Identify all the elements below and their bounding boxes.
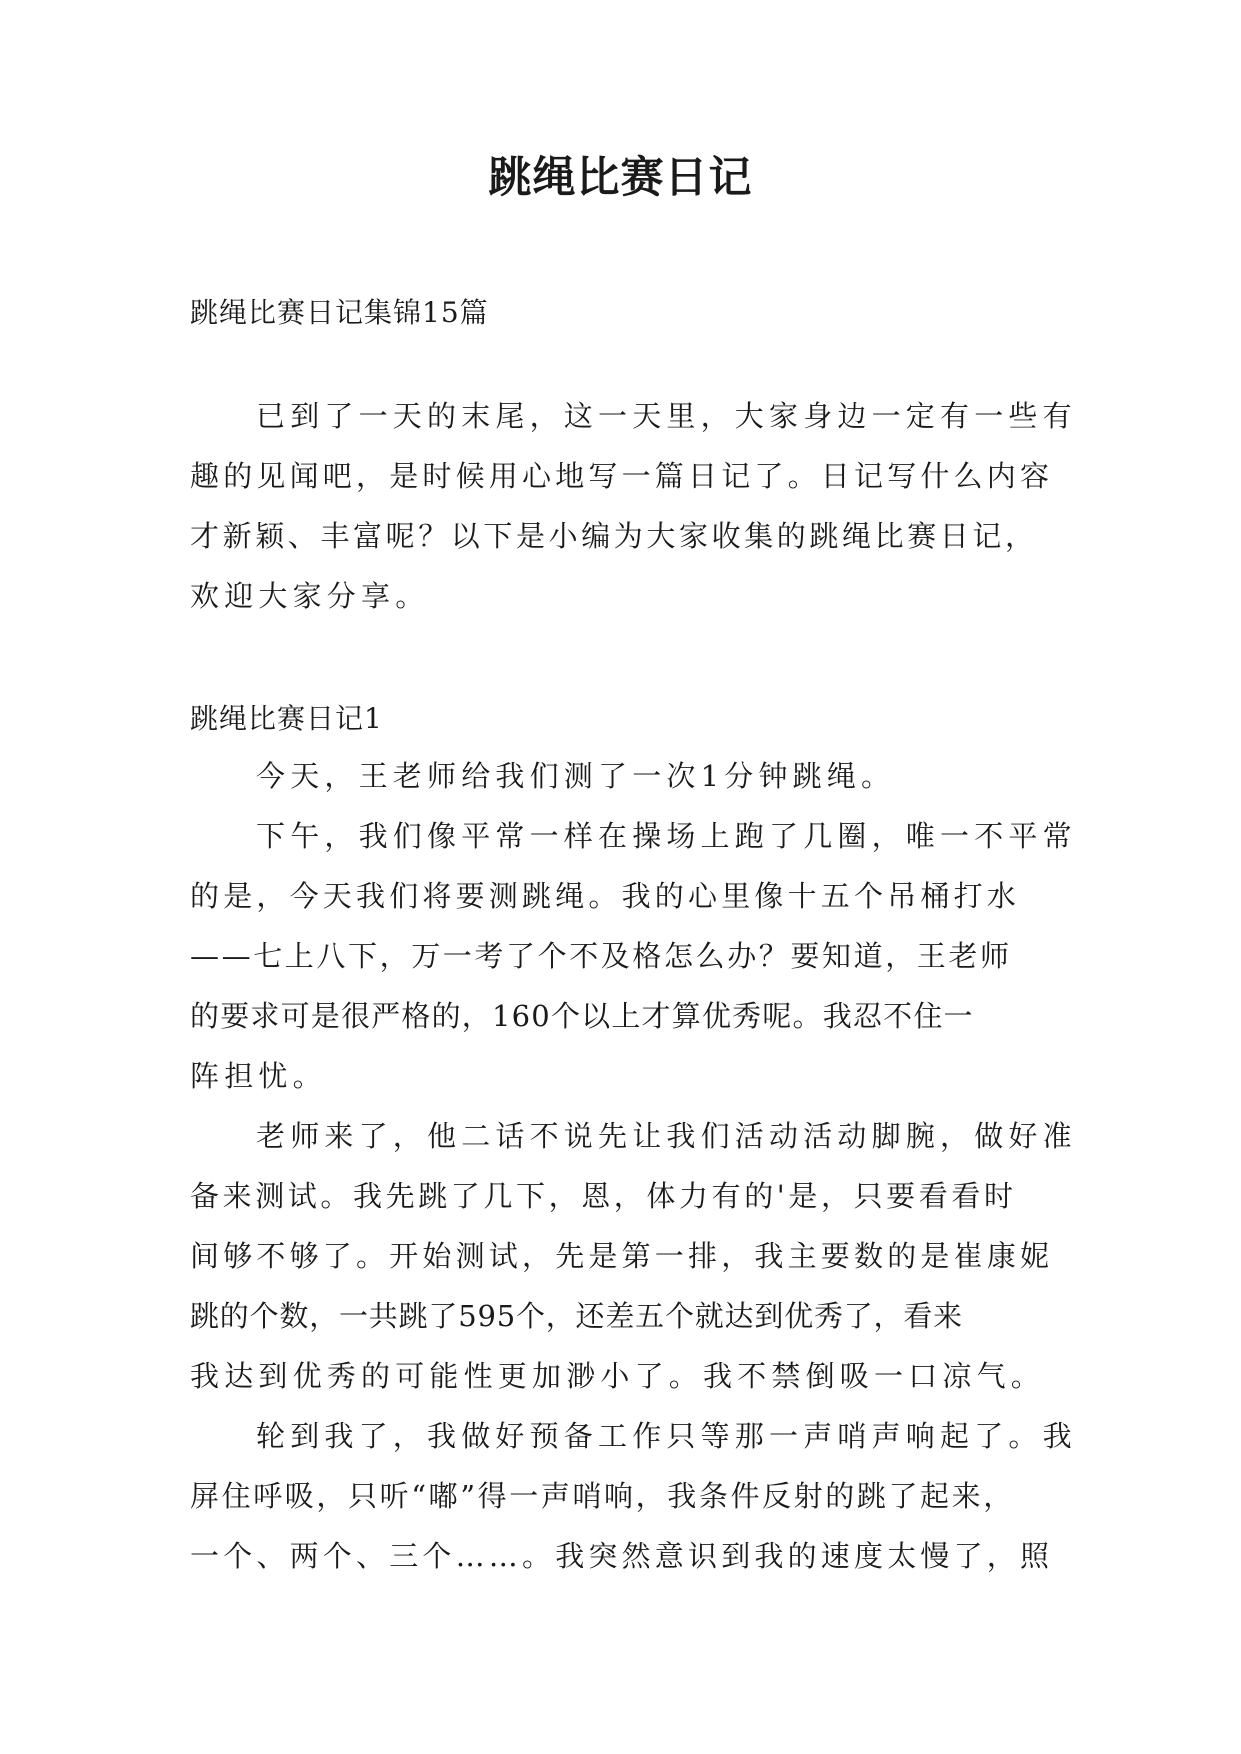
body-line: 一个、两个、三个……。我突然意识到我的速度太慢了，照	[190, 1539, 1054, 1573]
document-title: 跳绳比赛日记	[488, 153, 753, 203]
intro-line: 已到了一天的末尾，这一天里，大家身边一定有一些有	[256, 399, 1077, 433]
body-line: 阵担忧。	[190, 1059, 327, 1093]
body-line: 的是，今天我们将要测跳绳。我的心里像十五个吊桶打水	[190, 879, 1021, 913]
body-line: 我达到优秀的可能性更加渺小了。我不禁倒吸一口凉气。	[190, 1359, 1046, 1393]
body-line: 下午，我们像平常一样在操场上跑了几圈，唯一不平常	[256, 819, 1077, 853]
body-line: 老师来了，他二话不说先让我们活动活动脚腕，做好准	[256, 1119, 1077, 1153]
section-heading: 跳绳比赛日记1	[190, 702, 383, 735]
body-line: 轮到我了，我做好预备工作只等那一声哨声响起了。我	[256, 1419, 1077, 1453]
body-line: 今天，王老师给我们测了一次1分钟跳绳。	[256, 759, 896, 793]
intro-line: 趣的见闻吧，是时候用心地写一篇日记了。日记写什么内容	[190, 459, 1054, 493]
body-line: 间够不够了。开始测试，先是第一排，我主要数的是崔康妮	[190, 1239, 1054, 1273]
intro-line: 才新颖、丰富呢？以下是小编为大家收集的跳绳比赛日记，	[190, 519, 1038, 553]
intro-line: 欢迎大家分享。	[190, 579, 430, 613]
body-line: 的要求可是很严格的，160个以上才算优秀呢。我忍不住一	[190, 999, 974, 1033]
document-subtitle: 跳绳比赛日记集锦15篇	[190, 296, 489, 329]
body-line: ——七上八下，万一考了个不及格怎么办？要知道，王老师	[190, 939, 1012, 973]
body-line: 屏住呼吸，只听“嘟”得一声哨响，我条件反射的跳了起来，	[190, 1479, 1015, 1513]
body-line: 备来测试。我先跳了几下，恩，体力有的'是，只要看看时	[190, 1179, 1017, 1213]
body-line: 跳的个数，一共跳了595个，还差五个就达到优秀了，看来	[190, 1299, 963, 1333]
